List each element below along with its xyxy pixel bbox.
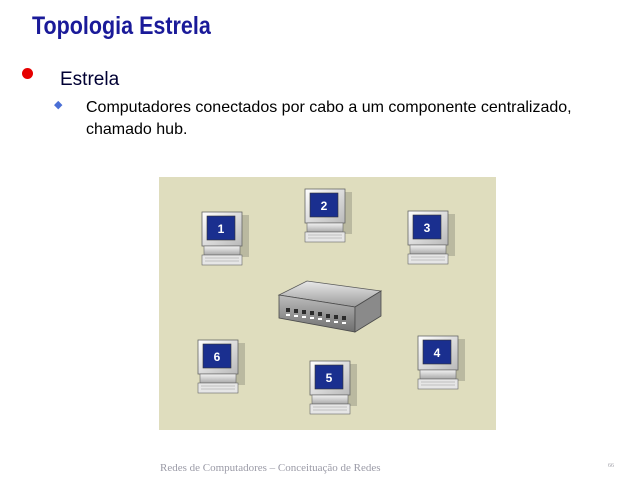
computer-4 — [418, 336, 465, 389]
computer-6 — [198, 340, 245, 393]
computer-1 — [202, 212, 249, 265]
bullet-level2-line2: chamado hub. — [86, 121, 188, 138]
computer-3 — [408, 211, 455, 264]
computer-label-6: 6 — [213, 350, 221, 364]
computer-label-5: 5 — [325, 371, 333, 385]
computer-5 — [310, 361, 357, 414]
slide-footer: Redes de Computadores – Conceituação de Redes — [160, 462, 381, 474]
bullet-level2-text — [86, 97, 640, 141]
computer-label-1: 1 — [217, 222, 225, 236]
star-topology-diagram — [159, 177, 496, 430]
bullet-level2-line1: Computadores conectados por cabo a um componente centralizado, — [86, 99, 572, 116]
computer-label-2: 2 — [320, 199, 328, 213]
bullet-diamond-icon: ◆ — [54, 99, 63, 111]
slide-title: Topologia Estrela — [32, 12, 211, 40]
bullet-level1-text: Estrela — [60, 69, 120, 90]
computer-label-4: 4 — [433, 346, 441, 360]
computer-label-3: 3 — [423, 221, 431, 235]
page-number: 66 — [608, 463, 614, 469]
bullet-dot-icon — [22, 68, 33, 79]
computer-2 — [305, 189, 352, 242]
